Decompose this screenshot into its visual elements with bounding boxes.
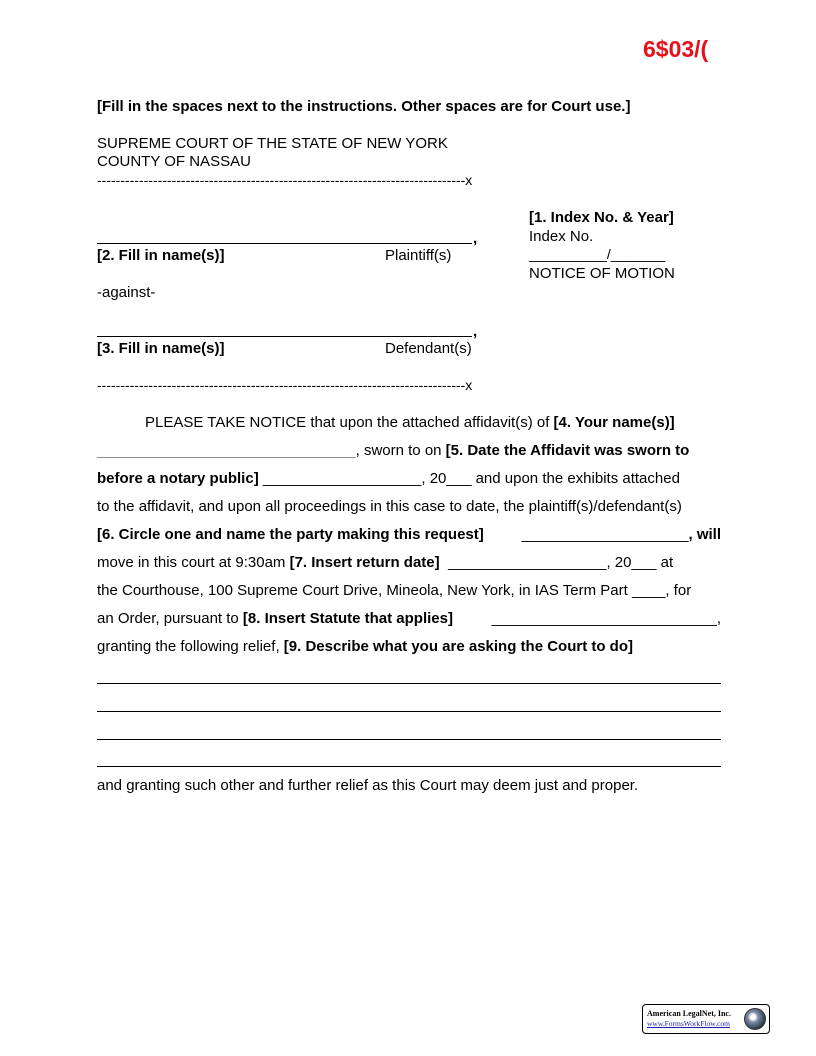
- body-line-5-end: , will: [688, 526, 721, 543]
- defendant-comma: ,: [473, 323, 478, 340]
- party-instruction: [6. Circle one and name the party making this request]: [97, 526, 484, 543]
- body-line-8: [97, 609, 721, 629]
- closing-paragraph: and granting such other and further relief as this Court may deem just and proper.: [97, 777, 639, 794]
- sworn-date-instruction: [5. Date the Affidavit was sworn to: [445, 442, 690, 459]
- body-line-7: the Courthouse, 100 Supreme Court Drive, Mineola, New York, in IAS Term Part ____, for: [97, 582, 692, 599]
- body-line-9: [97, 637, 721, 657]
- statute-field[interactable]: ___________________________,: [491, 610, 721, 627]
- instructions-header: [Fill in the spaces next to the instructions. Other spaces are for Court use.]: [97, 98, 631, 115]
- body-line-6: [97, 553, 721, 573]
- index-instruction: [1. Index No. & Year]: [529, 209, 674, 226]
- sworn-date-field[interactable]: ___________________, 20___ and upon the exhibits attached: [258, 470, 680, 487]
- your-names-instruction: [4. Your name(s)]: [553, 414, 675, 431]
- body-line-4: to the affidavit, and upon all proceedings in this case to date, the plaintiff(s)/defendant(s): [97, 498, 682, 515]
- relief-line-3[interactable]: [97, 739, 721, 740]
- caption-separator-top: -------------------------------------------------------------------------------x: [97, 172, 473, 188]
- caption-separator-bottom: -------------------------------------------------------------------------------x: [97, 377, 473, 393]
- plaintiff-comma: ,: [473, 230, 478, 247]
- body-line-8-text: an Order, pursuant to: [97, 610, 243, 627]
- sample-stamp: 6$03/(: [643, 36, 709, 62]
- affiant-name-field[interactable]: _______________________________: [97, 442, 356, 459]
- body-line-3: [97, 469, 721, 489]
- relief-line-1[interactable]: [97, 683, 721, 684]
- relief-line-2[interactable]: [97, 711, 721, 712]
- return-date-instruction: [7. Insert return date]: [289, 554, 440, 571]
- globe-icon: [744, 1008, 766, 1030]
- body-line-5: [97, 525, 721, 545]
- plaintiff-name-line[interactable]: [97, 243, 472, 244]
- logo-url-link[interactable]: www.FormsWorkFlow.com: [647, 1019, 731, 1028]
- notary-instruction: before a notary public]: [97, 470, 259, 487]
- index-label: Index No.: [529, 228, 594, 245]
- plaintiff-instruction: [2. Fill in name(s)]: [97, 247, 225, 264]
- relief-instruction: [9. Describe what you are asking the Court to do]: [283, 638, 634, 655]
- body-line-9-text: granting the following relief,: [97, 638, 284, 655]
- legalnet-logo: [642, 1004, 770, 1034]
- plaintiff-label: Plaintiff(s): [385, 247, 452, 264]
- body-line-1: [97, 413, 721, 433]
- return-date-field[interactable]: ___________________, 20___ at: [439, 554, 674, 571]
- relief-line-4[interactable]: [97, 766, 721, 767]
- body-line-2: [97, 441, 721, 461]
- body-line-1-text: PLEASE TAKE NOTICE that upon the attached affidavit(s) of: [145, 414, 554, 431]
- defendant-instruction: [3. Fill in name(s)]: [97, 340, 225, 357]
- defendant-label: Defendant(s): [385, 340, 472, 357]
- document-title: NOTICE OF MOTION: [529, 265, 675, 282]
- defendant-name-line[interactable]: [97, 336, 472, 337]
- court-name: SUPREME COURT OF THE STATE OF NEW YORK: [97, 135, 448, 152]
- court-county: COUNTY OF NASSAU: [97, 153, 251, 170]
- body-line-6-text: move in this court at 9:30am: [97, 554, 290, 571]
- index-number-field[interactable]: __________/_______: [529, 246, 666, 262]
- logo-company-name: American LegalNet, Inc.: [647, 1009, 731, 1018]
- party-name-field[interactable]: ____________________: [521, 526, 689, 543]
- body-line-2-text: , sworn to on: [355, 442, 446, 459]
- against-label: -against-: [97, 284, 156, 301]
- statute-instruction: [8. Insert Statute that applies]: [242, 610, 453, 627]
